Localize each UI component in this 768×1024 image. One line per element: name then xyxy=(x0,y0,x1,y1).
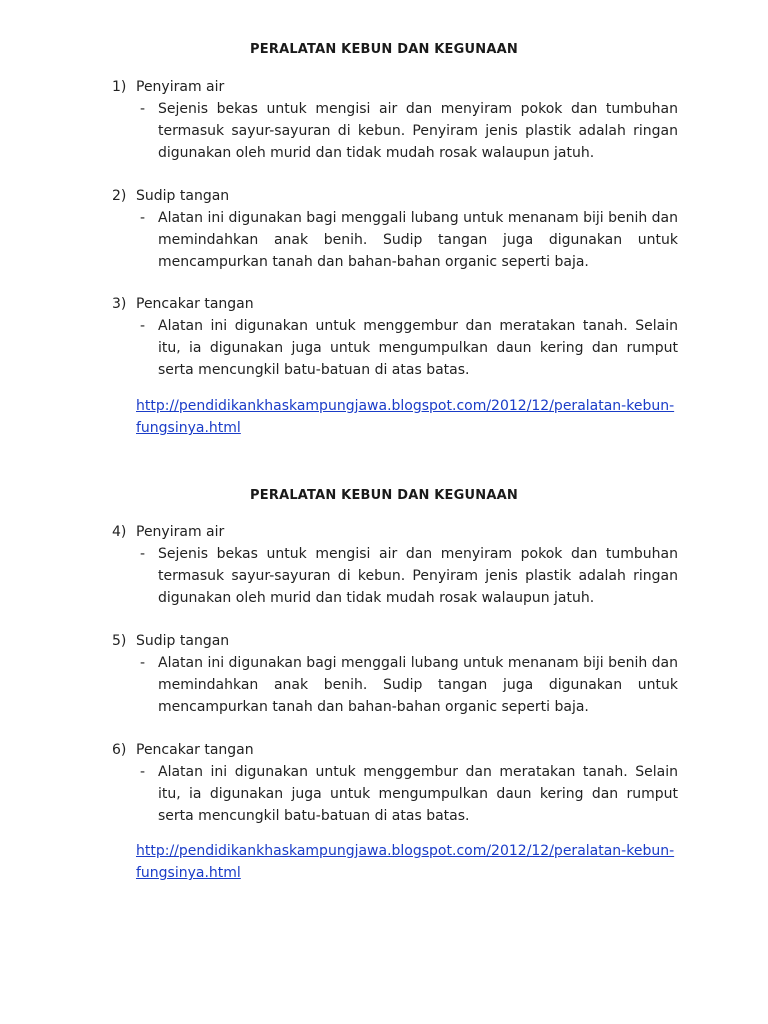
item-number: 2) xyxy=(112,188,127,204)
list-item xyxy=(112,521,682,606)
item-number: 4) xyxy=(112,524,127,540)
section-title: PERALATAN KEBUN DAN KEGUNAAN xyxy=(250,42,518,57)
source-link[interactable]: http://pendidikankhaskampungjawa.blogspot.com/2012/12/peralatan-kebun-fungsinya.html xyxy=(136,843,675,881)
list-item xyxy=(112,293,682,378)
item-name: Pencakar tangan xyxy=(136,742,254,758)
bullet-dash: - xyxy=(140,655,146,671)
section-title: PERALATAN KEBUN DAN KEGUNAAN xyxy=(250,488,518,503)
item-description: Alatan ini digunakan untuk menggembur dan meratakan tanah. Selain itu, ia digunakan juga untuk mengumpulkan daun kering dan rumput serta mencungkil batu-batuan di atas batas. xyxy=(158,318,678,378)
list-item xyxy=(112,76,682,161)
list-item xyxy=(112,630,682,715)
source-link[interactable]: http://pendidikankhaskampungjawa.blogspot.com/2012/12/peralatan-kebun-fungsinya.html xyxy=(136,398,675,436)
item-description: Alatan ini digunakan bagi menggali lubang untuk menanam biji benih dan memindahkan anak benih. Sudip tangan juga digunakan untuk mencampurkan tanah dan bahan-bahan organic seperti baja. xyxy=(158,210,678,270)
bullet-dash: - xyxy=(140,101,146,117)
item-number: 6) xyxy=(112,742,127,758)
item-number: 5) xyxy=(112,633,127,649)
item-name: Penyiram air xyxy=(136,524,225,540)
item-description: Sejenis bekas untuk mengisi air dan menyiram pokok dan tumbuhan termasuk sayur-sayuran di kebun. Penyiram jenis plastik adalah ringan digunakan oleh murid dan tidak mudah rosak walaupun jatuh. xyxy=(158,546,678,606)
item-name: Sudip tangan xyxy=(136,633,230,649)
item-number: 3) xyxy=(112,296,127,312)
bullet-dash: - xyxy=(140,318,146,334)
item-number: 1) xyxy=(112,79,127,95)
list-item xyxy=(112,185,682,270)
item-name: Penyiram air xyxy=(136,79,225,95)
list-item xyxy=(112,739,682,824)
item-description: Alatan ini digunakan bagi menggali lubang untuk menanam biji benih dan memindahkan anak benih. Sudip tangan juga digunakan untuk mencampurkan tanah dan bahan-bahan organic seperti baja. xyxy=(158,655,678,715)
item-name: Pencakar tangan xyxy=(136,296,254,312)
item-description: Sejenis bekas untuk mengisi air dan menyiram pokok dan tumbuhan termasuk sayur-sayuran di kebun. Penyiram jenis plastik adalah ringan digunakan oleh murid dan tidak mudah rosak walaupun jatuh. xyxy=(158,101,678,161)
bullet-dash: - xyxy=(140,546,146,562)
item-description: Alatan ini digunakan untuk menggembur dan meratakan tanah. Selain itu, ia digunakan juga untuk mengumpulkan daun kering dan rumput serta mencungkil batu-batuan di atas batas. xyxy=(158,764,678,824)
bullet-dash: - xyxy=(140,764,146,780)
bullet-dash: - xyxy=(140,210,146,226)
item-name: Sudip tangan xyxy=(136,188,230,204)
